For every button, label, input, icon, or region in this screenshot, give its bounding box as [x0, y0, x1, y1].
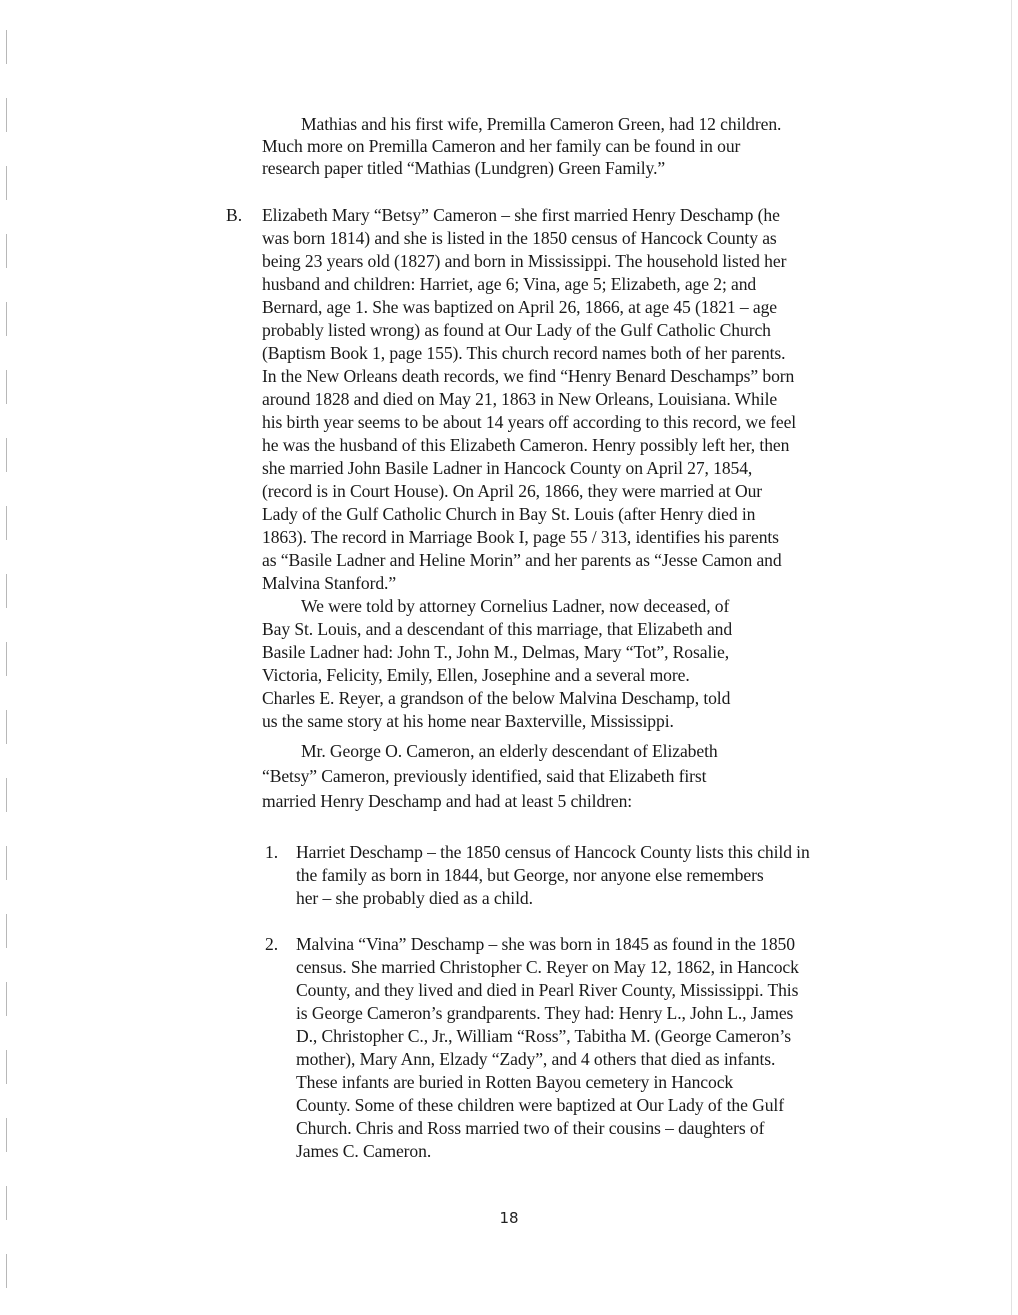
binder-tick: [6, 846, 7, 880]
binder-tick: [6, 30, 7, 64]
binder-tick: [6, 438, 7, 472]
section-b-line: Bernard, age 1. She was baptized on April 26, 1866, at age 45 (1821 – age: [262, 297, 777, 317]
child-2-line: mother), Mary Ann, Elzady “Zady”, and 4 others that died as infants.: [296, 1049, 776, 1069]
child-2-line: D., Christopher C., Jr., William “Ross”, Tabitha M. (George Cameron’s: [296, 1026, 791, 1046]
section-b-line: (record is in Court House). On April 26, 1866, they were married at Our: [262, 481, 763, 501]
section-b-line: as “Basile Ladner and Heline Morin” and her parents as “Jesse Camon and: [262, 550, 782, 570]
binder-tick: [6, 506, 7, 540]
child-2-line: Church. Chris and Ross married two of their cousins – daughters of: [296, 1118, 765, 1138]
child-2-line: These infants are buried in Rotten Bayou cemetery in Hancock: [296, 1072, 734, 1092]
section-b-line: she married John Basile Ladner in Hancock County on April 27, 1854,: [262, 458, 753, 478]
ladner-line: Basile Ladner had: John T., John M., Delmas, Mary “Tot”, Rosalie,: [262, 642, 730, 662]
section-b-line: was born 1814) and she is listed in the 1850 census of Hancock County as: [262, 228, 777, 248]
binder-tick: [6, 234, 7, 268]
binder-tick: [6, 778, 7, 812]
child-2-line: Malvina “Vina” Deschamp – she was born in 1845 as found in the 1850: [296, 934, 795, 954]
binder-hole-marks: [6, 30, 12, 1300]
section-b-line: (Baptism Book 1, page 155). This church record names both of her parents.: [262, 343, 786, 363]
child-1-line: her – she probably died as a child.: [296, 888, 533, 908]
ladner-line: us the same story at his home near Baxterville, Mississippi.: [262, 711, 674, 731]
binder-tick: [6, 574, 7, 608]
section-b-line: probably listed wrong) as found at Our Lady of the Gulf Catholic Church: [262, 320, 771, 340]
binder-tick: [6, 914, 7, 948]
section-b-line: his birth year seems to be about 14 years off according to this record, we feel: [262, 412, 797, 432]
section-b-line: 1863). The record in Marriage Book I, page 55 / 313, identifies his parents: [262, 527, 779, 547]
list-item-marker: 2.: [265, 934, 279, 954]
binder-tick: [6, 1254, 7, 1288]
section-b-line: In the New Orleans death records, we find “Henry Benard Deschamps” born: [262, 366, 795, 386]
george-line: married Henry Deschamp and had at least 5 children:: [262, 791, 633, 811]
section-b-line: Malvina Stanford.”: [262, 573, 397, 593]
binder-tick: [6, 166, 7, 200]
binder-tick: [6, 642, 7, 676]
binder-tick: [6, 1050, 7, 1084]
george-line: Mr. George O. Cameron, an elderly descendant of Elizabeth: [301, 741, 718, 761]
ladner-line: Victoria, Felicity, Emily, Ellen, Josephine and a several more.: [262, 665, 690, 685]
child-1-line: the family as born in 1844, but George, nor anyone else remembers: [296, 865, 764, 885]
child-2-line: is George Cameron’s grandparents. They had: Henry L., John L., James: [296, 1003, 794, 1023]
child-2-line: census. She married Christopher C. Reyer on May 12, 1862, in Hancock: [296, 957, 799, 977]
child-2-line: James C. Cameron.: [296, 1141, 432, 1161]
intro-line: research paper titled “Mathias (Lundgren) Green Family.”: [262, 158, 666, 178]
child-2-line: County, and they lived and died in Pearl River County, Mississippi. This: [296, 980, 799, 1000]
section-b-line: he was the husband of this Elizabeth Cameron. Henry possibly left her, then: [262, 435, 790, 455]
page-number: 18: [499, 1209, 519, 1227]
ladner-line: Bay St. Louis, and a descendant of this marriage, that Elizabeth and: [262, 619, 733, 639]
ladner-line: Charles E. Reyer, a grandson of the below Malvina Deschamp, told: [262, 688, 731, 708]
binder-tick: [6, 370, 7, 404]
child-1-line: Harriet Deschamp – the 1850 census of Hancock County lists this child in: [296, 842, 810, 862]
binder-tick: [6, 98, 7, 132]
section-b-line: around 1828 and died on May 21, 1863 in New Orleans, Louisiana. While: [262, 389, 778, 409]
child-2-line: County. Some of these children were baptized at Our Lady of the Gulf: [296, 1095, 784, 1115]
ladner-line: We were told by attorney Cornelius Ladner, now deceased, of: [301, 596, 730, 616]
intro-line: Much more on Premilla Cameron and her family can be found in our: [262, 136, 741, 156]
binder-tick: [6, 302, 7, 336]
list-item-marker: 1.: [265, 842, 279, 862]
intro-line: Mathias and his first wife, Premilla Cameron Green, had 12 children.: [301, 114, 782, 134]
george-line: “Betsy” Cameron, previously identified, said that Elizabeth first: [262, 766, 707, 786]
page-edge-line: [1011, 0, 1012, 1315]
section-b-line: Lady of the Gulf Catholic Church in Bay St. Louis (after Henry died in: [262, 504, 756, 524]
binder-tick: [6, 710, 7, 744]
binder-tick: [6, 1118, 7, 1152]
binder-tick: [6, 982, 7, 1016]
section-b-line: Elizabeth Mary “Betsy” Cameron – she first married Henry Deschamp (he: [262, 205, 780, 225]
section-b-line: being 23 years old (1827) and born in Mississippi. The household listed her: [262, 251, 787, 271]
section-marker: B.: [226, 205, 243, 225]
section-b-line: husband and children: Harriet, age 6; Vina, age 5; Elizabeth, age 2; and: [262, 274, 757, 294]
